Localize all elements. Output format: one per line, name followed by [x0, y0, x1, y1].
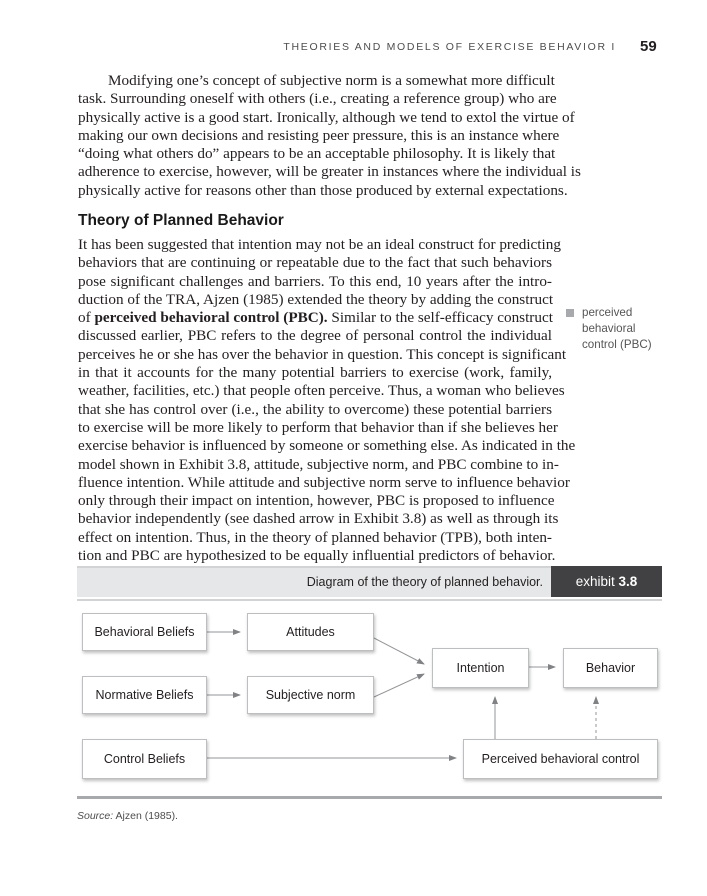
text-line: task. Surrounding oneself with others (i.e., creating a reference group) who are	[78, 90, 557, 108]
arrow-subjective-norm-to-intention	[374, 674, 424, 697]
text-line: duction of the TRA, Ajzen (1985) extended the theory by adding the construct	[78, 290, 554, 308]
text-line: discussed earlier, PBC refers to the degree of personal control the individual	[78, 327, 552, 345]
page-number: 59	[640, 38, 657, 55]
running-head: THEORIES AND MODELS OF EXERCISE BEHAVIOR I	[283, 41, 616, 53]
arrow-attitudes-to-intention	[374, 638, 424, 664]
node-behavioral-beliefs: Behavioral Beliefs	[82, 613, 207, 651]
text-line: It has been suggested that intention may not be an ideal construct for predicting	[78, 236, 561, 253]
text-line: only through their impact on intention, however, PBC is proposed to influence	[78, 492, 555, 510]
text-line: effect on intention. Thus, in the theory of planned behavior (TPB), both inten-	[78, 528, 552, 546]
node-attitudes: Attitudes	[247, 613, 374, 651]
text-line: behaviors that are continuing or repeatable due to the fact that such behaviors	[78, 254, 552, 272]
text-line: fluence intention. While attitude and subjective norm serve to influence behavior	[78, 473, 570, 491]
key-term-pbc: perceived behavioral control (PBC).	[94, 309, 328, 327]
text-line: Modifying one’s concept of subjective norm is a somewhat more difficult	[108, 72, 555, 89]
text-line: physically active for reasons other than those produced by external expectations.	[78, 181, 568, 199]
text-line: that she has control over (i.e., the ability to overcome) these potential barriers	[78, 400, 552, 418]
text-line: exercise behavior is influenced by someone or something else. As indicated in the	[78, 437, 576, 455]
exhibit-label-word: exhibit	[575, 574, 615, 589]
text-fragment: Similar to the self-efficacy construct	[327, 309, 553, 327]
section-heading: Theory of Planned Behavior	[78, 212, 284, 229]
node-control-beliefs: Control Beliefs	[82, 739, 207, 779]
node-subjective-norm: Subjective norm	[247, 676, 374, 714]
text-line: making our own decisions and resisting peer pressure, this is an instance where	[78, 126, 560, 144]
node-intention: Intention	[432, 648, 529, 688]
text-line: adherence to exercise, however, will be greater in instances where the individual is	[78, 163, 581, 181]
text-line: model shown in Exhibit 3.8, attitude, subjective norm, and PBC combine to in-	[78, 455, 559, 473]
text-line: pose significant challenges and barriers. To this end, 10 years after the intro-	[78, 272, 552, 290]
margin-note-line: perceived	[582, 306, 633, 319]
source-label: Source:	[77, 810, 114, 822]
source-citation	[77, 810, 178, 822]
node-behavior: Behavior	[563, 648, 658, 688]
exhibit-number: 3.8	[618, 574, 638, 589]
text-line: behavior independently (see dashed arrow in Exhibit 3.8) as well as through its	[78, 510, 559, 528]
text-line: physically active is a good start. Ironically, although we tend to extol the virtue of	[78, 108, 575, 126]
text-line: tion and PBC are hypothesized to be equally influential predictors of behavior.	[78, 547, 556, 565]
margin-note-line: control (PBC)	[582, 338, 652, 351]
node-normative-beliefs: Normative Beliefs	[82, 676, 207, 714]
text-line: in that it accounts for the many potential barriers to exercise (work, family,	[78, 364, 552, 382]
text-line: weather, facilities, etc.) that people often perceive. Thus, a woman who believes	[78, 382, 565, 400]
source-text: Ajzen (1985).	[113, 810, 178, 822]
exhibit-caption: Diagram of the theory of planned behavior.	[306, 575, 543, 589]
text-line: perceives he or she has over the behavior in question. This concept is significant	[78, 345, 567, 363]
text-line: “doing what others do” appears to be an acceptable philosophy. It is likely that	[78, 145, 556, 163]
exhibit-bottom-rule	[77, 796, 662, 799]
margin-note-line: behavioral	[582, 322, 636, 335]
node-perceived-behavioral-control: Perceived behavioral control	[463, 739, 658, 779]
text-line: to exercise will be more likely to perform that behavior than if she believes her	[78, 418, 558, 436]
text-fragment: of	[78, 309, 95, 327]
